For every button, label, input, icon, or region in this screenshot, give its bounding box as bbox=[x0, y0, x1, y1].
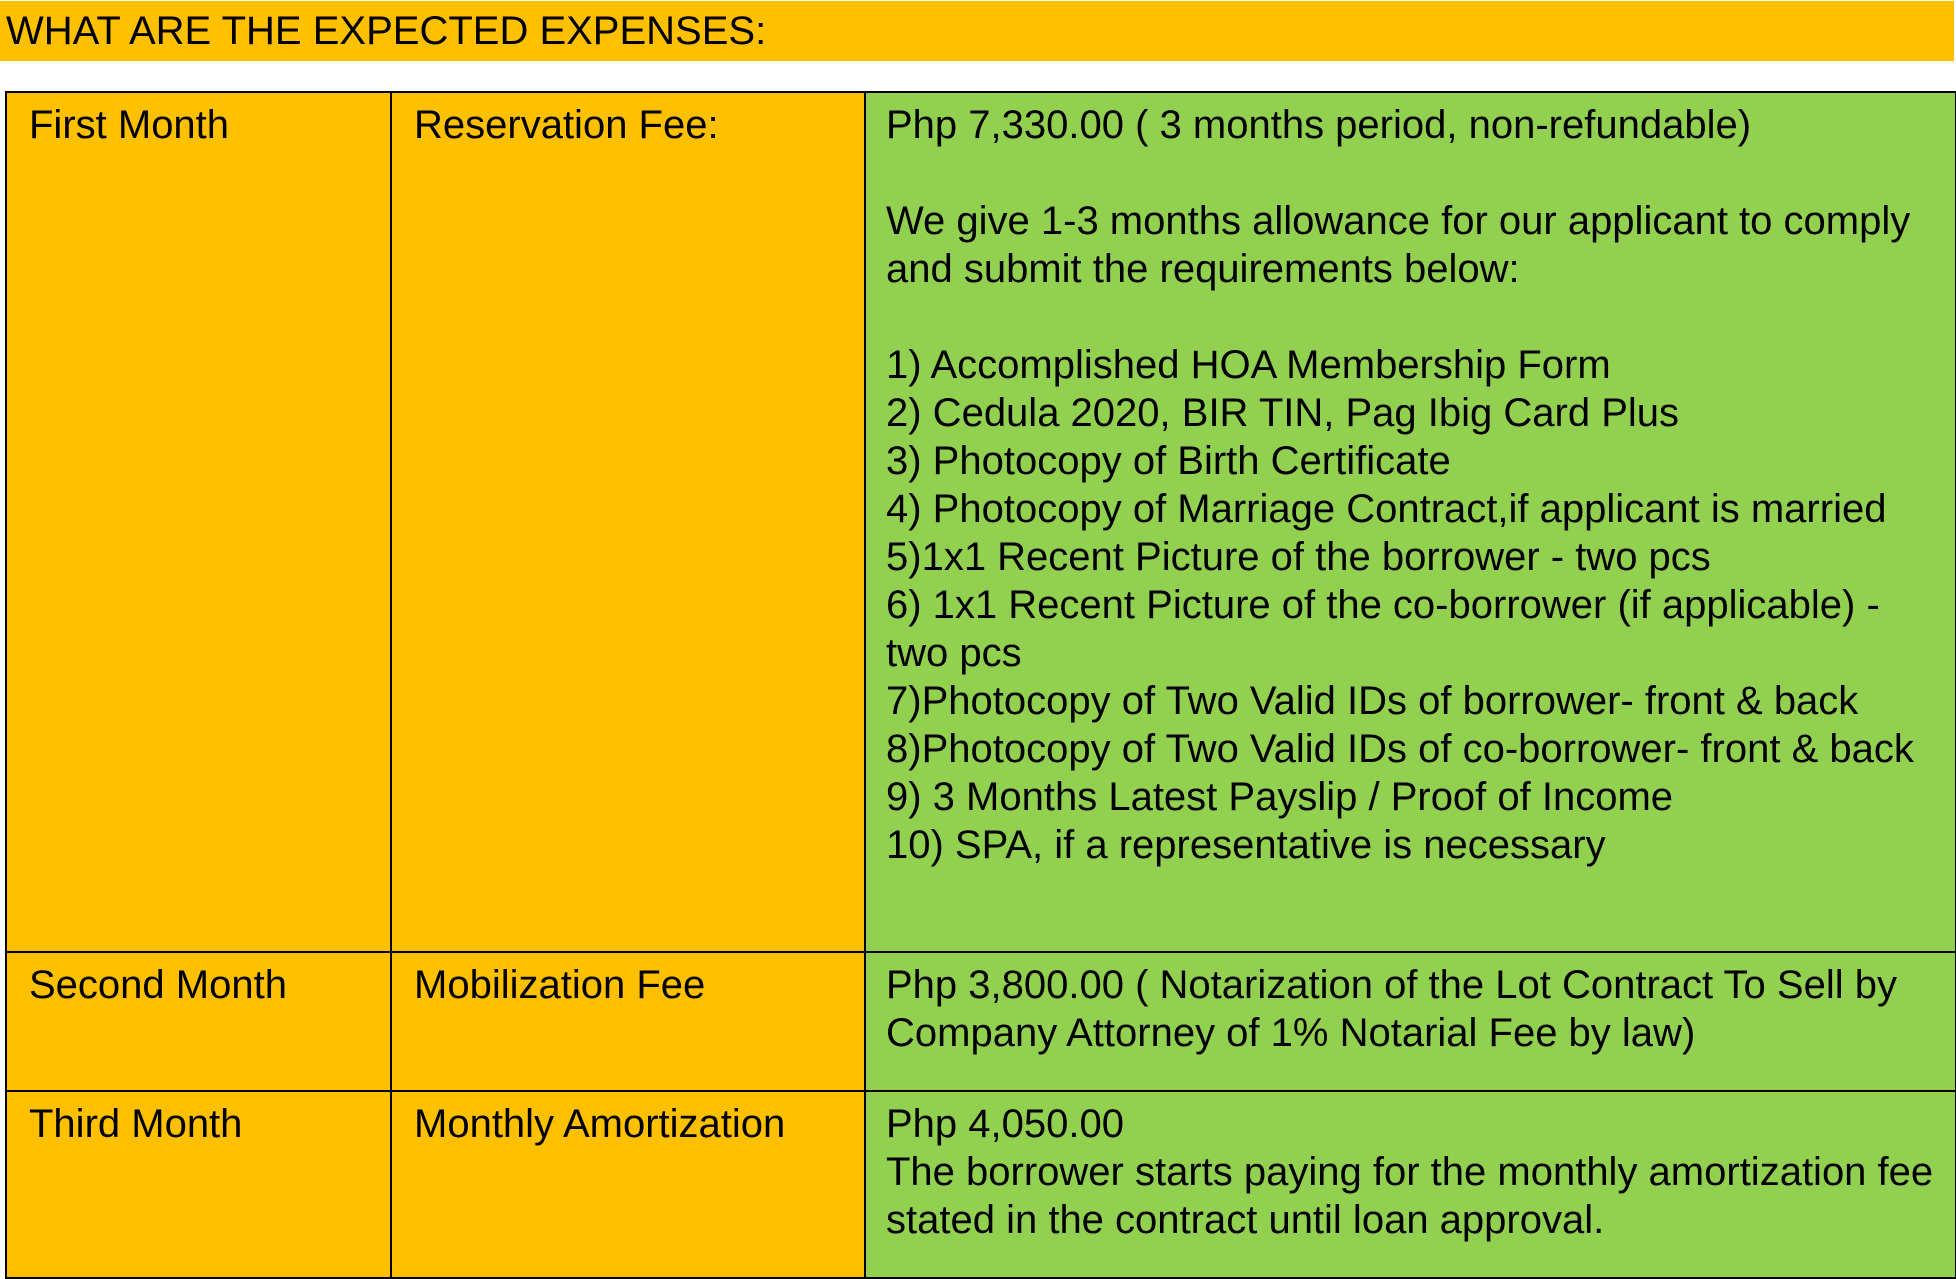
period-cell bbox=[6, 92, 391, 952]
period-label: Third Month bbox=[29, 1102, 243, 1146]
amortization-note: The borrower starts paying for the monthly amortization fee stated in the contract until loan approval. bbox=[886, 1150, 1934, 1242]
table-row bbox=[6, 92, 1956, 952]
period-cell bbox=[6, 952, 391, 1091]
requirement-item: 3) Photocopy of Birth Certificate bbox=[886, 439, 1451, 483]
fee-cell bbox=[391, 92, 865, 952]
fee-cell bbox=[391, 1091, 865, 1278]
requirement-item: 9) 3 Months Latest Payslip / Proof of Income bbox=[886, 775, 1674, 819]
details-cell bbox=[865, 1091, 1956, 1278]
amount-text: Php 3,800.00 ( Notarization of the Lot Contract To Sell by Company Attorney of 1% Notarial Fee by law) bbox=[886, 963, 1897, 1055]
requirement-item: 10) SPA, if a representative is necessary bbox=[886, 823, 1606, 867]
requirement-item: 7)Photocopy of Two Valid IDs of borrower- front & back bbox=[886, 679, 1859, 723]
period-cell bbox=[6, 1091, 391, 1278]
details-cell bbox=[865, 952, 1956, 1091]
allowance-note: We give 1-3 months allowance for our applicant to comply and submit the requirements below: bbox=[886, 199, 1911, 291]
expenses-table bbox=[5, 91, 1956, 1279]
requirement-item: 4) Photocopy of Marriage Contract,if applicant is married bbox=[886, 487, 1887, 531]
amount-text: Php 4,050.00 bbox=[886, 1102, 1124, 1146]
table-row bbox=[6, 952, 1956, 1091]
fee-label: Mobilization Fee bbox=[414, 963, 706, 1007]
amount-text: Php 7,330.00 ( 3 months period, non-refundable) bbox=[886, 103, 1752, 147]
fee-label: Reservation Fee: bbox=[414, 103, 719, 147]
period-label: Second Month bbox=[29, 963, 287, 1007]
fee-label: Monthly Amortization bbox=[414, 1102, 786, 1146]
period-label: First Month bbox=[29, 103, 230, 147]
requirement-item: 5)1x1 Recent Picture of the borrower - two pcs bbox=[886, 535, 1711, 579]
table-row bbox=[6, 1091, 1956, 1278]
requirement-item: 6) 1x1 Recent Picture of the co-borrower (if applicable) - two pcs bbox=[886, 583, 1880, 675]
fee-cell bbox=[391, 952, 865, 1091]
details-cell bbox=[865, 92, 1956, 952]
requirement-item: 2) Cedula 2020, BIR TIN, Pag Ibig Card Plus bbox=[886, 391, 1680, 435]
requirement-item: 8)Photocopy of Two Valid IDs of co-borrower- front & back bbox=[886, 727, 1914, 771]
requirement-item: 1) Accomplished HOA Membership Form bbox=[886, 343, 1611, 387]
page-title: WHAT ARE THE EXPECTED EXPENSES: bbox=[0, 1, 1954, 61]
